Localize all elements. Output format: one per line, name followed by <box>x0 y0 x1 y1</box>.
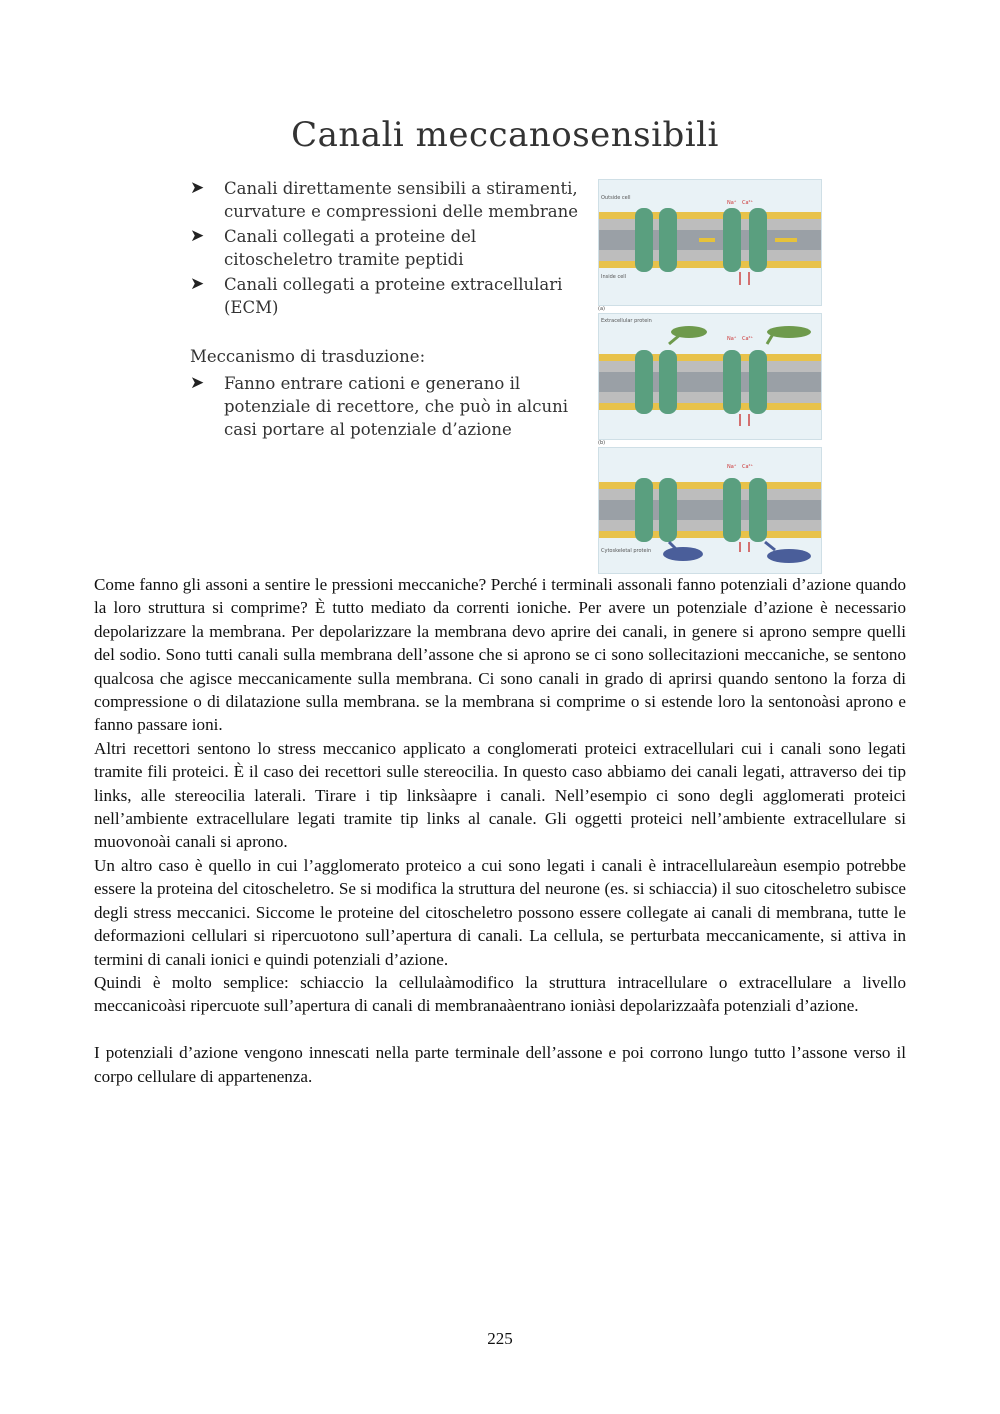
slide-bullet-text: Canali collegati a proteine del citoscheletro tramite peptidi <box>224 227 477 269</box>
embedded-slide <box>180 105 830 575</box>
arrow-bullet-icon: ➤ <box>190 226 205 246</box>
slide-title: Canali meccanosensibili <box>291 115 719 155</box>
body-paragraph: Altri recettori sentono lo stress meccanico applicato a conglomerati proteici extracellulari cui i canali sono legati tramite fili proteici. È il caso dei recettori sulle stereocilia. In questo caso abbiamo dei canali legati, attraverso dei tip links, alle stereocilia laterali. Tirare i tip linksàapre i canali. Nell’esempio ci sono degli agglomerati proteici nell’ambiente extracellulare legati tramite tip links al canale. Gli oggetti proteici nell’ambiente extracellulare si muovonoài canali si aprono. <box>94 738 906 852</box>
slide-bullet-text: Canali collegati a proteine extracellulari (ECM) <box>224 275 563 317</box>
figure-panel-cytoskeletal <box>598 447 822 574</box>
page-number: 225 <box>487 1329 513 1348</box>
ion-label-na: Na⁺ <box>727 336 737 342</box>
body-paragraph: Come fanno gli assoni a sentire le pressioni meccaniche? Perché i terminali assonali fanno potenziali d’azione quando la loro struttura si comprime? È tutto mediato da correnti ioniche. Per avere un potenziale d’azione è necessario depolarizzare la membrana. Per depolarizzare la membrana devo aprire dei canali, in genere si aprono sempre quelli del sodio. Sono tutti canali sulla membrana dell’assone che si aprono se ci sono sollecitazioni meccaniche, se sentono qualcosa che agisce meccanicamente sulla membrana. Ci sono canali in grado di aprirsi quando sentono la forza di compressione o di dilatazione sulla membrana. se la membrana si comprime o si estende loro la sentonoàsi aprono e fanno passare ioni. <box>94 575 906 735</box>
body-text <box>94 573 906 1088</box>
body-paragraph: I potenziali d’azione vengono innescati nella parte terminale dell’assone e poi corrono lungo tutto l’assone verso il corpo cellulare di appartenenza. <box>94 1043 906 1086</box>
slide-bullet <box>190 177 590 223</box>
body-paragraph: Quindi è molto semplice: schiaccio la cellulaàmodifico la struttura intracellulare o extracellulare a livello meccanicoàsi ripercuote sull’apertura di canali di membranaàentrano ioniàsi depolarizzaàfa potenziali d’azione. <box>94 972 906 1016</box>
slide-bullet-text: Fanno entrare cationi e generano il potenziale di recettore, che può in alcuni casi portare al potenziale d’azione <box>224 374 568 439</box>
panel-letter-a: (a) <box>598 306 605 312</box>
slide-bullet <box>190 225 590 271</box>
extracellular-protein-label: Extracellular protein <box>601 318 652 324</box>
outside-cell-label: Outside cell <box>601 195 631 201</box>
ion-label-ca: Ca²⁺ <box>742 200 754 206</box>
mechanism-heading: Meccanismo di trasduzione: <box>190 347 426 366</box>
cytoskeletal-protein-label: Cytoskeletal protein <box>601 548 652 554</box>
slide-bullet-text: Canali direttamente sensibili a stiramenti, curvature e compressioni delle membrane <box>224 179 579 221</box>
ion-label-ca: Ca²⁺ <box>742 464 754 470</box>
slide-bullet <box>190 372 590 441</box>
ion-label-na: Na⁺ <box>727 200 737 206</box>
ion-label-ca: Ca²⁺ <box>742 336 754 342</box>
arrow-bullet-icon: ➤ <box>190 178 205 198</box>
figure-panel-stretch <box>598 179 822 306</box>
panel-letter-b: (b) <box>598 440 606 446</box>
body-paragraph: Un altro caso è quello in cui l’agglomerato proteico a cui sono legati i canali è intracellulareàun esempio potrebbe essere la proteina del citoscheletro. Se si modifica la struttura del neurone (es. si schiaccia) il suo citoscheletro subisce degli stress meccanici. Siccome le proteine del citoscheletro possono essere collegate ai canali di membrana, tutte le deformazioni cellulari si ripercuotono sull’apertura di canali. La cellula, se perturbata meccanicamente, si attiva in termini di canali ionici e quindi potenziali d’azione. <box>94 855 906 969</box>
membrane-diagram <box>599 180 821 305</box>
arrow-bullet-icon: ➤ <box>190 274 205 294</box>
slide-bullet <box>190 273 590 319</box>
ion-label-na: Na⁺ <box>727 464 737 470</box>
membrane-diagram <box>599 448 821 573</box>
slide-bullet-list <box>190 177 590 443</box>
inside-cell-label: Inside cell <box>601 274 627 280</box>
paragraph-spacer <box>94 1018 906 1041</box>
arrow-bullet-icon: ➤ <box>190 373 205 393</box>
mechanosensitive-channel-figure <box>598 179 820 571</box>
figure-panel-extracellular <box>598 313 822 440</box>
membrane-diagram <box>599 314 821 439</box>
